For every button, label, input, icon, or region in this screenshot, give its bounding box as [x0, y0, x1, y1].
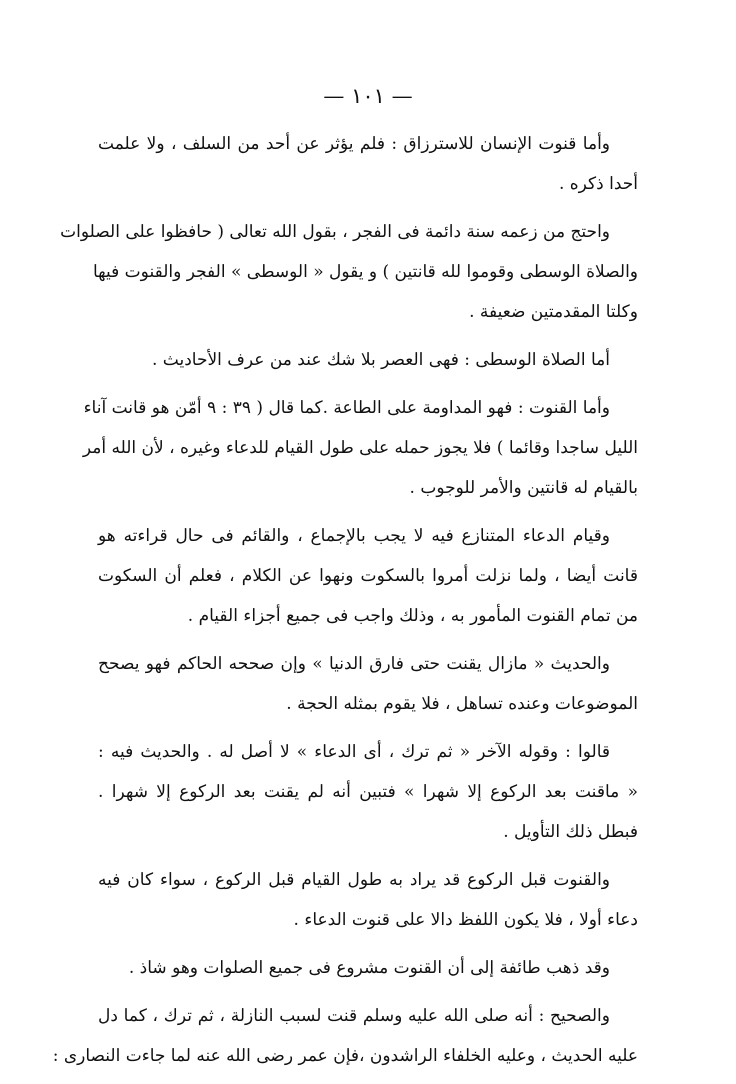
paragraph [98, 124, 638, 204]
text-line: قالوا : وقوله الآخر « ثم ترك ، أى الدعاء » لا أصل له . والحديث فيه : [98, 742, 610, 762]
text-line: وأما قنوت الإنسان للاسترزاق : فلم يؤثر عن أحد من السلف ، ولا علمت [98, 134, 610, 154]
text-line: من تمام القنوت المأمور به ، وذلك واجب فى جميع أجزاء القيام . [187, 606, 638, 626]
text-line: وأما القنوت : فهو المداومة على الطاعة .كما قال ( ٣٩ : ٩ أمّن هو قانت آناء [83, 398, 610, 418]
text-line: « ماقنت بعد الركوع إلا شهرا » فتبين أنه لم يقنت بعد الركوع إلا شهرا . [98, 782, 638, 802]
text-line: وكلتا المقدمتين ضعيفة . [469, 302, 638, 322]
text-line: فبطل ذلك التأويل . [503, 822, 638, 842]
text-line: الليل ساجدا وقائما ) فلا يجوز حمله على طول القيام للدعاء وغيره ، لأن الله أمر [82, 438, 638, 458]
paragraph [98, 340, 638, 380]
text-line: والقنوت قبل الركوع قد يراد به طول القيام قبل الركوع ، سواء كان فيه [98, 870, 610, 890]
paragraph [52, 996, 638, 1076]
text-line: والحديث « مازال يقنت حتى فارق الدنيا » وإن صححه الحاكم فهو يصحح [98, 654, 610, 674]
paragraph [98, 516, 638, 636]
text-line: دعاء أولا ، فلا يكون اللفظ دالا على قنوت الدعاء . [293, 910, 638, 930]
text-line: وقيام الدعاء المتنازع فيه لا يجب بالإجماع ، والقائم فى حال قراءته هو [98, 526, 610, 546]
page-number: — ١٠١ — [323, 84, 413, 108]
body-text [52, 124, 638, 1084]
text-line: عليه الحديث ، وعليه الخلفاء الراشدون ،فإن عمر رضى الله عنه لما جاءت النصارى : [52, 1046, 638, 1066]
paragraph [82, 388, 638, 508]
text-line: أحدا ذكره . [558, 174, 638, 194]
paragraph [60, 212, 638, 332]
paragraph [98, 732, 638, 852]
text-line: الموضوعات وعنده تساهل ، فلا يقوم بمثله الحجة . [286, 694, 638, 714]
text-line: والصحيح : أنه صلى الله عليه وسلم قنت لسبب النازلة ، ثم ترك ، كما دل [98, 1006, 610, 1026]
text-line: واحتج من زعمه سنة دائمة فى الفجر ، بقول الله تعالى ( حافظوا على الصلوات [60, 222, 610, 242]
paragraph [98, 948, 638, 988]
paragraph [98, 860, 638, 940]
text-line: وقد ذهب طائفة إلى أن القنوت مشروع فى جميع الصلوات وهو شاذ . [128, 958, 610, 978]
text-line: قانت أيضا ، ولما نزلت أمروا بالسكوت ونهوا عن الكلام ، فعلم أن السكوت [98, 566, 638, 586]
paragraph [98, 644, 638, 724]
text-line: والصلاة الوسطى وقوموا لله قانتين ) و يقول « الوسطى » الفجر والقنوت فيها [93, 262, 638, 282]
text-line: بالقيام له قانتين والأمر للوجوب . [409, 478, 638, 498]
text-line: أما الصلاة الوسطى : فهى العصر بلا شك عند من عرف الأحاديث . [151, 350, 610, 370]
